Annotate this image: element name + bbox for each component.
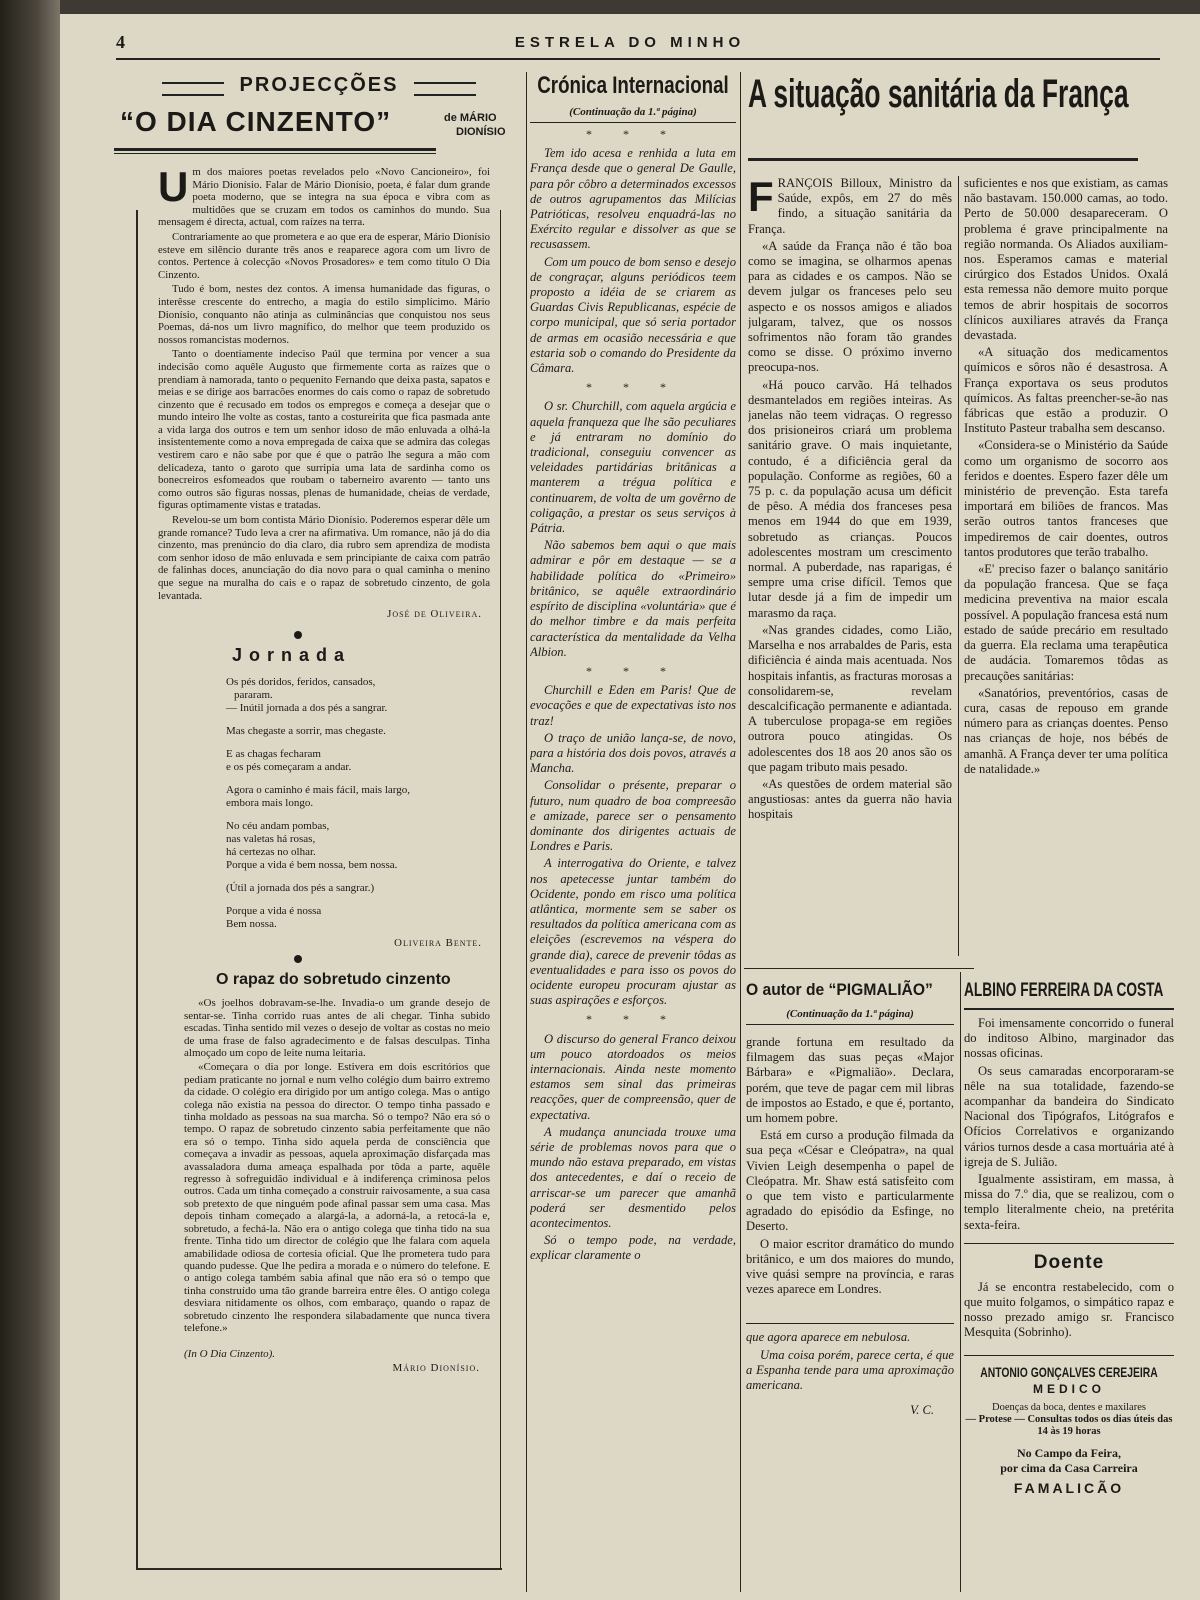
story-title: O rapaz do sobretudo cinzento (216, 971, 451, 989)
sanitaria-paragraph: «A situação dos medicamentos químicos e sôros não é desastrosa. A França exportava os seus produtos químicos. As faltas preencher-se-ão nas fábricas que estão a produzir. O Instituto Pasteur trabalha sem descanso. (964, 345, 1168, 436)
cronica-paragraph: A interrogativa do Oriente, e talvez nos apetecesse juntar também do Ocidente, pondo em risco uma política atlântica, mormente sem se saber os resultados da política americana com as eleições (escrevemos na véspera do grande dia), carece de prevenir tôdas as eventualidades e para isso os povos do ocidente europeu procuram ajustar as suas aspirações e esforços. (530, 856, 736, 1008)
dropcap-f: F (748, 176, 774, 220)
obituary-paragraph: Igualmente assistiram, em massa, à missa do 7.º dia, que se realizou, com o templo literalmente cheio, na pretérita sexta-feira. (964, 1172, 1174, 1232)
stars-divider: * * * (586, 127, 680, 141)
poem-line: No céu andam pombas, (226, 819, 330, 832)
signature-oliveira-bente: Oliveira Bente. (394, 936, 482, 949)
poem-line: Porque a vida é nossa (226, 904, 322, 917)
byline-de: de MÁRIO (444, 112, 497, 124)
separator-bullet (294, 631, 302, 639)
newspaper-name: ESTRELA DO MINHO (514, 34, 746, 51)
obituary-body (964, 1016, 1174, 1233)
byline-name: DIONÍSIO (456, 126, 506, 138)
poem-gap (226, 738, 524, 748)
sanitaria-col-rule (958, 176, 959, 956)
page-header (60, 24, 1200, 60)
doctor-hours: — Protese — Consultas todos os dias úteis das 14 às 19 horas (965, 1413, 1173, 1437)
doente-rule (964, 1243, 1174, 1244)
poem-line: e os pés começaram a andar. (226, 760, 352, 773)
title-rule (114, 148, 436, 151)
poem-line: Mas chegaste a sorrir, mas chegaste. (226, 724, 386, 737)
pigmaliao-paragraph: O maior escritor dramático do mundo britânico, e um dos maiores do mundo, vive quási sempre na província, e raras vezes aparece em Londres. (746, 1236, 954, 1297)
cronica-rule (530, 122, 736, 123)
cronica-paragraph: Não sabemos bem aqui o que mais admirar e pôr em destaque — se a habilidade política do «Primeiro» britânico, se aquêle extraordinário espírito de disciplina «voluntária» que é do melhor timbre e da mais perfeita característica da mentalidade da Velha Albion. (530, 538, 736, 659)
poem-title: Jornada (232, 644, 352, 665)
section-title: PROJECÇÕES (239, 74, 399, 96)
column-rule-2 (740, 72, 741, 1592)
cronica-continuation-rule (746, 1323, 954, 1324)
sanitaria-title: A situação sanitária da França (748, 72, 1129, 116)
doctor-ad (964, 1355, 1174, 1496)
poem-signature-wrap (114, 937, 524, 950)
cronica-paragraph: Com um pouco de bom senso e desejo de congraçar, alguns periódicos teem proposto a idéia de se criarem as Guardas Civis Republicanas, espécie de corpo municipal, que só seria portador de armas em ocasião necessária e que estaria sob o comando do Presidente da Câmara. (530, 254, 736, 376)
article-pigmaliao (746, 980, 954, 1590)
cronica-paragraph: Só o tempo pode, na verdade, explicar claramente o (530, 1233, 736, 1263)
obituary-title: ALBINO FERREIRA DA COSTA (964, 980, 1164, 1001)
story-footer (184, 1344, 490, 1378)
signature-jose-oliveira: José de Oliveira. (387, 608, 482, 621)
sanitaria-right-col (964, 176, 1168, 966)
sanitaria-left-col (748, 176, 952, 966)
signature-mario-dionisio: Mário Dionísio. (392, 1362, 480, 1375)
column-rule-1 (526, 72, 527, 1592)
col1-frame-bottom (136, 1568, 502, 1570)
review-paragraph: Tanto o doentiamente indeciso Paúl que termina por vencer a sua indecisão como aquêle Augusto que firmemente corta as raízes que o prendiam à namorada, tanto o pequenito Fernando que deixa pasta, sapatos e meias e se dirige aos barracões enormes do cais como o rapaz de sobretudo cinzento que é recusado em todos os empregos e começa a desejar que o mundo inteiro lhe volte as costas, tanto a costureirita que fica pasmada ante a vida larga dos outros e tem um senhor idoso de mão enluvada a olhá-la insistentemente como a nova empregada de caixa que se admira das colegas vestirem caro e não sabe por que é que o patrão lhe segura a mão com delicadeza, tanto o garoto que surripia uma lata de sardinha como os bonecreiros esfomeados que roubam o taberneiro avarento — tanto uns como outros são figuras nossas, plenas de humanidade, cheias de verdade, figuras optimamente vistas e tratadas. (158, 348, 490, 512)
doctor-specialty: Doenças da boca, dentes e maxilares (992, 1401, 1146, 1413)
header-rule (116, 58, 1160, 60)
stars-divider: * * * (586, 380, 680, 395)
doente-title: Doente (1033, 1251, 1105, 1273)
poem-line: há certezas no olhar. (226, 845, 316, 858)
poem-gap (226, 774, 524, 784)
doente-paragraph: Já se encontra restabelecido, com o que muito folgamos, o simpático rapaz e nosso prezado amigo sr. Francisco Mesquita (Sobrinho). (964, 1279, 1174, 1340)
poem-line: (Útil a jornada dos pés a sangrar.) (226, 881, 375, 894)
section-deco-right (414, 82, 476, 96)
cronica-continuation (746, 1330, 954, 1418)
poem-line: embora mais longo. (226, 796, 314, 809)
newspaper-page (60, 14, 1200, 1600)
poem-line: E as chagas fecharam (226, 747, 321, 760)
poem-gap (226, 810, 524, 820)
separator-bullet (294, 955, 302, 963)
sanitaria-bottom-rule (744, 968, 974, 969)
dropcap-u: U (158, 163, 189, 210)
poem-line: Porque a vida é bem nossa, bem nossa. (226, 858, 398, 871)
doctor-town: FAMALICÃO (1013, 1479, 1125, 1496)
cronica-paragraph: O sr. Churchill, com aquela argúcia e aquela franqueza que lhe são peculiares e já entraram no domínio do tradicional, conseguiu convencer as veleidades partidárias britânicas a manterem a trégua política e continuarem, de volta de um govêrno de coligação, a prestar os seus serviços à Pátria. (530, 399, 736, 536)
col1-frame-left (136, 210, 138, 1568)
cronica-body (530, 127, 736, 1264)
stars-divider: * * * (586, 663, 680, 678)
review-paragraph: Tudo é bom, nestes dez contos. A imensa humanidade das figuras, o interêsse crescente do entrecho, a magia do estilo simplícimo. Mário Dionísio, conquanto não atinja as culminâncias que conquistou nos seus Poemas, dá-nos um livro magnífico, do melhor que teem produzido os nossos romancistas modernos. (158, 283, 490, 346)
column-cronica (530, 72, 736, 1592)
article-title: “O DIA CINZENTO” (120, 106, 392, 137)
obituary-paragraph: Foi imensamente concorrido o funeral do inditoso Albino, marginador das nossas oficinas. (964, 1016, 1174, 1061)
col1-frame-right (500, 210, 501, 1568)
sanitaria-paragraph: «A saúde da França não é tão boa como se imagina, se olharmos apenas para as cidades e os campos. Não se devem julgar os franceses pelo seu aspecto e os nossos amigos e aliados julgaram, talvez, que os nossos sofrimentos não foram tão grandes como se disse. O próximo inverno preocupa-nos. (748, 238, 952, 375)
page-number: 4 (116, 32, 125, 52)
doctor-address-2: por cima da Casa Carreira (1000, 1460, 1138, 1475)
review-paragraph: m dos maiores poetas revelados pelo «Novo Cancioneiro», foi Mário Dionísio. Falar de Mário Dionísio, poeta, é falar dum grande poeta moderno, que se integra na sua época e vibra com as multidões que se cruzam em todos os caminhos do mundo. Sua mensagem é directa, actual, com raízes na terra. (158, 166, 490, 229)
column-rule-3 (960, 972, 961, 1592)
cronica-signature: V. C. (910, 1403, 934, 1418)
doctor-name: ANTONIO GONÇALVES CEREJEIRA (980, 1363, 1158, 1380)
doctor-address-1: No Campo da Feira, (1017, 1445, 1121, 1460)
poem-gap (226, 872, 524, 882)
cronica-paragraph: A mudança anunciada trouxe uma série de problemas novos para que o mundo não estava preparado, em vistas dos antecedentes, e daí o receio de arriscar-se um parecer que amanhã poderá ser desmentido pelos acontecimentos. (530, 1124, 736, 1231)
poem-line: Os pés doridos, feridos, cansados, (226, 675, 376, 688)
column-projeccoes (114, 70, 524, 1570)
cronica-continuation-paragraph: Uma coisa porém, parece certa, é que a Espanha tende para uma aproximação americana. (746, 1347, 954, 1393)
poem-line: Agora o caminho é mais fácil, mais largo, (226, 783, 410, 796)
obituary-paragraph: Os seus camaradas encorporaram-se nêle na sua totalidade, fazendo-se acompanhar da bandeira do Sindicato Nacional dos Tipógrafos, Litógrafos e Ofícios Correlativos e organizando vários turnos desde a casa mortuária até à igreja de S. Julião. (964, 1063, 1174, 1169)
sanitaria-paragraph: «Considera-se o Ministério da Saúde como um organismo de socorro aos feridos e doentes. Espero fazer dêle um ministério de prevenção. Esta tarefa importará em biliões de francos. Mas serão outros tantos franceses que impediremos de cair doentes, outros tantos produtores que terão trabalho. (964, 438, 1168, 559)
pigmaliao-body (746, 1035, 954, 1297)
sanitaria-paragraph: «As questões de ordem material são angustiosas: antes da guerra não havia hospitais (748, 776, 952, 822)
poem-line: pararam. (234, 688, 273, 701)
cronica-paragraph: Tem ido acesa e renhida a luta em França desde que o general De Gaulle, para pôr côbro a determinados excessos de outros agrupamentos das Milícias Patrióticas, resolveu enquadrá-las no Exército regular e dissolver as que se recusassem. (530, 146, 736, 252)
cronica-paragraph: O traço de união lança-se, de novo, para a história dos dois povos, através a Mancha. (530, 730, 736, 776)
sanitaria-paragraph: «E' preciso fazer o balanço sanitário da população francesa. Que se faça medicina preventiva na maior escala possível. A população francesa está num estado de saúde precário em resultado da guerra. Ela reclama uma terapêutica de audácia. Tomaremos tôdas as precauções sanitárias: (964, 562, 1168, 683)
story-paragraph: «Os joelhos dobravam-se-lhe. Invadia-o um grande desejo de sentar-se. Tinha corrido ruas antes de ali chegar. Tinha subido escadas. Tinha sentido mil vezes o desejo de voltar as costas no meio de uma frase de falso agradecimento e de falsas desculpas. Tinha almoçado um copo de leite numa leitaria. (184, 997, 490, 1059)
pigmaliao-title: O autor de “PIGMALIÃO” (746, 980, 933, 999)
cronica-continuation-paragraph: que agora aparece em nebulosa. (746, 1330, 911, 1345)
sanitaria-paragraph: RANÇOIS Billoux, Ministro da Saúde, expôs, em 27 do mês findo, a situação sanitária da França. (748, 176, 952, 236)
obituary-rule (964, 1008, 1174, 1010)
cronica-title: Crónica Internacional (537, 72, 729, 99)
sanitaria-paragraph: «Há pouco carvão. Há telhados desmantelados em regiões inteiras. As janelas não teem vidraças. O regresso dos prisioneiros criará um problema sanitário grave. O mais inquietante, contudo, é a dificiência geral da população. Conforme as regiões, 60 a 75 p. c. da população acusa um déficit de pêso. A média dos franceses pesa menos em 1944 do que em 1939, sobretudo as crianças. Poucos adolescentes mostram um crescimento normal. A puberdade, nas raparigas, é sempre uma crise difícil. Temos que lutar desde já a fim de impedir um marasmo da raça. (748, 377, 952, 620)
story-paragraph: «Começara o dia por longe. Estivera em dois escritórios que pediam praticante no jornal e num velho colégio dum bairro extremo da cidade. O colégio era dirigido por um antigo colega. Mas o antigo colega não existia na pessoa do director. O tempo tinha passado e tinha moldado as pessoas na sua marcha. Só o tempo? Não era só o tempo. O rapaz de sobretudo cinzento sabia perfeitamente que não era só o tempo. Tinha sido aquela perda de consciência que começava a invadir as pessoas, aquela aproximação disfarçada mas avassaladora duma ameaça espalhada por tôda a parte, aquêle regresso à sofreguidão individual e à indiferença criminosa pelos outros. Cada um tinha começado a construir raivosamente, a sua casa sob pretexto de que ninguém pode afinal passar sem uma casa. Mas depois tinham começado a alargá-la, a adorná-la, a retocá-la e, sobretudo, a fechá-la. Não era o antigo colega que tinha tido na sua frente. Tinha tido um director de colégio que lhe falara com aquela amabilidade odiosa de cortesia oficial. Que lhe prometera tudo para quando pudesse. Que lhe pedira a morada e o número do telefone. E o antigo colega também sabia afinal que não era só o tempo que tinha construído uma tão grande barreira entre êles. O antigo colega desviara nitidamente os olhos, com embaraço, quando o rapaz de sobretudo cinzento lhe respondera silabadamente que nunca tivera telefone.» (184, 1061, 490, 1334)
review-paragraph: Contrariamente ao que prometera e ao que era de esperar, Mário Dionísio esteve em silêncio durante três anos e reaparece agora com um livro de contos. Pertence à colecção «Novos Prosadores» e tem como título O Dia Cinzento. (158, 230, 490, 281)
cronica-subtitle: (Continuação da 1.ª página) (569, 106, 697, 118)
poem-gap (226, 715, 524, 725)
article-situacao-sanitaria (744, 72, 1184, 972)
sanitaria-rule (748, 158, 1138, 161)
cronica-paragraph: O discurso do general Franco deixou um pouco atordoados os meios internacionais. Ainda neste momento estamos sem sinal das primeiras reacções, quer de compreensão, quer de expectativa. (530, 1031, 736, 1122)
section-title-row (114, 74, 524, 104)
pigmaliao-paragraph: Está em curso a produção filmada da sua peça «César e Cleópatra», na qual Vivien Leigh desempenha o papel de Cleópatra. Mr. Shaw está satisfeito com o que tem visto e particularmente agradado do episódio da Esfinge, no Deserto. (746, 1128, 954, 1234)
book-binding-shadow (0, 0, 60, 1600)
story-source: (In O Dia Cinzento). (184, 1348, 276, 1361)
cronica-paragraph: Churchill e Eden em Paris! Que de evocações e que de expectativas isto nos traz! (530, 683, 736, 728)
review-paragraph: Revelou-se um bom contista Mário Dionísio. Poderemos esperar dêle um grande romance? Tudo leva a crer na afirmativa. Um romance, não já do dia cinzento, mas prenúncio do dia claro, dia rubro sem aprendiza de modista com senhor idoso de mão enluvada e sem principiante de caixa com patrão de falinhas doces, anunciação do dia novo para o qual caminha o menino que segue na muralha do cais e o rapaz de sobretudo cinzento, de gola levantada. (158, 514, 490, 602)
story-body (114, 997, 524, 1378)
column-local-news (964, 980, 1174, 1590)
poem-gap (226, 895, 524, 905)
poem-jornada (226, 676, 524, 931)
article-title-row (114, 104, 524, 146)
cronica-paragraph: Consolidar o présente, preparar o futuro, num quadro de boa compreesão e amizade, parece ser o pensamento dominante dos dirigentes actuais de Londres e Paris. (530, 778, 736, 854)
sanitaria-paragraph: «Sanatórios, preventórios, casas de cura, casas de repouso em grande número para as crianças doentes. Penso nas crianças de hoje, nos bébés de amanhã. A França dever ter uma política de natalidade.» (964, 685, 1168, 776)
poem-line: Bem nossa. (226, 917, 277, 930)
doctor-role: MEDICO (1033, 1381, 1105, 1396)
pigmaliao-paragraph: grande fortuna em resultado da filmagem das suas peças «Major Bárbara» e «Pigmalião». Declara, porém, que teve de pagar cem mil libras de impostos ao Estado, e que é, portanto, um homem pobre. (746, 1035, 954, 1126)
pigmaliao-rule (746, 1024, 954, 1025)
stars-divider: * * * (586, 1012, 680, 1027)
poem-line: — Inútil jornada a dos pés a sangrar. (226, 701, 388, 714)
sanitaria-paragraph: suficientes e nos que existiam, as camas não bastavam. 150.000 camas, ao todo. Perto de 50.000 desapareceram. O problema é grave principalmente na região normanda. Os Aliados auxiliam-nos. Esperamos camas e material cirúrgico dos Estados Unidos. Oxalá esta remessa não demore muito porque temos de abrir hospitais de socorros clínicos auxiliares através da França devastada. (964, 176, 1168, 343)
poem-line: nas valetas há rosas, (226, 832, 316, 845)
doente-body (964, 1280, 1174, 1341)
review-body (114, 163, 524, 621)
pigmaliao-subtitle: (Continuação da 1.ª página) (786, 1008, 914, 1020)
title-rule-thin (114, 153, 436, 154)
sanitaria-paragraph: «Nas grandes cidades, como Lião, Marselha e nos arrabaldes de Paris, esta dificiência é ainda mais acentuada. Nos hospitais infantis, as fracturas morosas a consolidarem-se, revelam descalcificação permanente e adiantada. A tuberculose propaga-se em regiões outrora pouco atingidas. Os adolescentes dos 18 aos 20 anos são os que pagam tributo mais pesado. (748, 622, 952, 774)
